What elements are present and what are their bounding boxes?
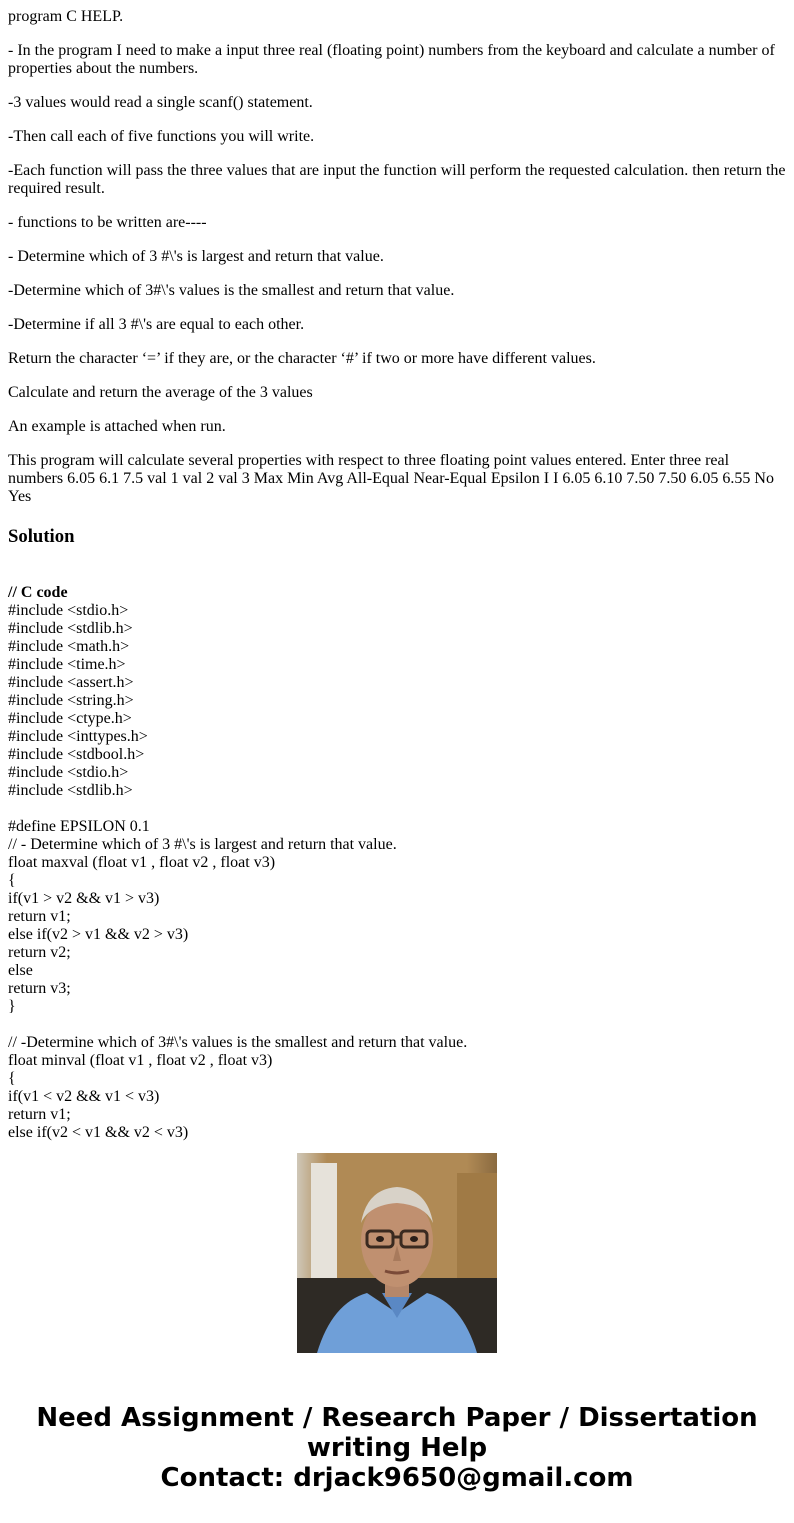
question-paragraph: program C HELP.: [8, 8, 124, 25]
code-line: }: [8, 998, 16, 1015]
code-line: [8, 1016, 788, 1034]
question-paragraph: Return the character ‘=’ if they are, or the character ‘#’ if two or more have different values.: [8, 350, 596, 367]
code-line: else if(v2 < v1 && v2 < v3): [8, 1124, 189, 1141]
code-line: #define EPSILON 0.1: [8, 818, 150, 835]
code-line: {: [8, 872, 16, 889]
contact-banner: [0, 1403, 794, 1493]
code-line: // -Determine which of 3#\'s values is the smallest and return that value.: [8, 1034, 468, 1051]
code-line: {: [8, 1070, 16, 1087]
code-line: #include <assert.h>: [8, 674, 134, 691]
question-paragraph: -Then call each of five functions you will write.: [8, 128, 315, 145]
code-line: #include <inttypes.h>: [8, 728, 148, 745]
code-line: #include <stdio.h>: [8, 602, 129, 619]
question-paragraph: An example is attached when run.: [8, 418, 226, 435]
code-line: #include <stdbool.h>: [8, 746, 145, 763]
question-paragraph: -3 values would read a single scanf() statement.: [8, 94, 313, 111]
code-line: #include <math.h>: [8, 638, 130, 655]
code-line: if(v1 < v2 && v1 < v3): [8, 1088, 160, 1105]
code-line: #include <stdlib.h>: [8, 620, 133, 637]
code-comment-title: // C code: [8, 584, 68, 601]
document-content: [8, 0, 788, 1141]
code-line: #include <stdlib.h>: [8, 782, 133, 799]
code-line: // - Determine which of 3 #\'s is largest and return that value.: [8, 836, 397, 853]
question-paragraph: This program will calculate several properties with respect to three floating point values entered. Enter three real numbers 6.05 6.1 7.5 val 1 val 2 val 3 Max Min Avg All-Equal Near-Equal Epsilon I I 6.05 6.10 7.50 7.50 6.05 6.55 No Yes: [8, 452, 774, 505]
author-avatar: [297, 1153, 497, 1353]
code-line: return v2;: [8, 944, 71, 961]
code-line: return v3;: [8, 980, 71, 997]
banner-line-2: writing Help: [306, 1433, 488, 1463]
banner-contact-line: Contact: drjack9650@gmail.com: [160, 1463, 634, 1493]
question-paragraph: - In the program I need to make a input three real (floating point) numbers from the keyboard and calculate a number of properties about the numbers.: [8, 42, 775, 77]
code-line: #include <stdio.h>: [8, 764, 129, 781]
code-line: float minval (float v1 , float v2 , float v3): [8, 1052, 273, 1069]
question-paragraph: -Determine which of 3#\'s values is the smallest and return that value.: [8, 282, 455, 299]
question-paragraph: -Determine if all 3 #\'s are equal to each other.: [8, 316, 305, 333]
code-line: [8, 800, 788, 818]
solution-code: [8, 584, 788, 1142]
solution-heading: Solution: [8, 526, 75, 547]
question-paragraph: - functions to be written are----: [8, 214, 207, 231]
code-line: #include <ctype.h>: [8, 710, 132, 727]
code-line: if(v1 > v2 && v1 > v3): [8, 890, 160, 907]
question-paragraph: - Determine which of 3 #\'s is largest and return that value.: [8, 248, 384, 265]
code-line: #include <string.h>: [8, 692, 134, 709]
code-line: #include <time.h>: [8, 656, 126, 673]
code-line: return v1;: [8, 908, 71, 925]
author-photo-icon: [297, 1153, 497, 1353]
question-paragraph: -Each function will pass the three values that are input the function will perform the requested calculation. then return the required result.: [8, 162, 786, 197]
code-line: return v1;: [8, 1106, 71, 1123]
question-paragraph: Calculate and return the average of the 3 values: [8, 384, 313, 401]
banner-line-1: Need Assignment / Research Paper / Dissertation: [36, 1403, 758, 1433]
code-line: float maxval (float v1 , float v2 , float v3): [8, 854, 276, 871]
code-line: else: [8, 962, 33, 979]
code-line: else if(v2 > v1 && v2 > v3): [8, 926, 189, 943]
